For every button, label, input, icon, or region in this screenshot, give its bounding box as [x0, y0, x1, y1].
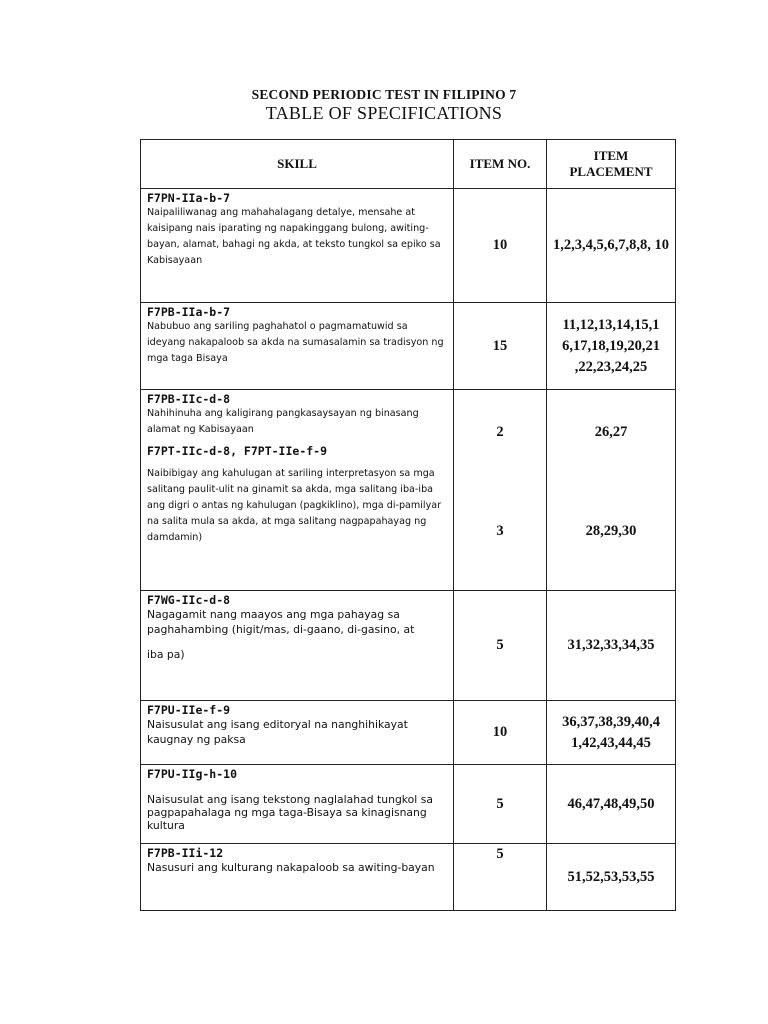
skill-column-header: SKILL [141, 140, 454, 189]
table-title: TABLE OF SPECIFICATIONS [265, 103, 503, 123]
item-no-cell [454, 390, 547, 591]
competency-code: F7PB-IIi-12 [147, 846, 224, 860]
competency-description: Naisusulat ang isang tekstong naglalahad tungkol sa pagpapahalaga ng mga taga-Bisaya sa kinagisnang kultura [147, 793, 433, 832]
test-title: SECOND PERIODIC TEST IN FILIPINO 7 [251, 87, 517, 102]
item-placement-header-line2: PLACEMENT [569, 164, 653, 179]
skill-cell [141, 591, 454, 701]
table-header-row [141, 140, 676, 189]
table-row [141, 765, 676, 844]
item-placement-cell: 31,32,33,34,35 [547, 591, 676, 701]
item-no-cell: 15 [454, 303, 547, 390]
item-placement-cell [547, 390, 676, 591]
table-row [141, 591, 676, 701]
item-placement-cell: 46,47,48,49,50 [547, 765, 676, 844]
competency-description: Naisusulat ang isang editoryal na nanghihikayat kaugnay ng paksa [147, 718, 408, 746]
competency-code: F7PU-IIe-f-9 [147, 703, 231, 717]
table-row [141, 303, 676, 390]
item-no-cell: 5 [454, 591, 547, 701]
competency-code: F7PB-IIa-b-7 [147, 305, 231, 319]
competency-code: F7WG-IIc-d-8 [147, 593, 231, 607]
item-placement-cell: 51,52,53,53,55 [547, 844, 676, 911]
item-no-value: 2 [496, 424, 504, 440]
competency-code: F7PU-IIg-h-10 [147, 767, 238, 781]
skill-cell [141, 765, 454, 844]
item-no-cell: 10 [454, 701, 547, 765]
competency-code-secondary: F7PT-IIc-d-8, F7PT-IIe-f-9 [147, 444, 328, 458]
competency-description: Nasusuri ang kulturang nakapaloob sa awiting-bayan [147, 861, 435, 874]
competency-description: Nabubuo ang sariling paghahatol o pagmamatuwid sa ideyang nakapaloob sa akda na sumasalamin sa tradisyon ng mga taga Bisaya [147, 321, 444, 364]
item-no-column-header: ITEM NO. [454, 140, 547, 189]
competency-description: Nagagamit nang maayos ang mga pahayag sa paghahambing (higit/mas, di-gaano, di-gasino, at [147, 608, 415, 636]
item-placement-column-header [547, 140, 676, 189]
item-placement-cell: 36,37,38,39,40,4 1,42,43,44,45 [547, 701, 676, 765]
specifications-table [140, 139, 676, 911]
item-placement-value: 26,27 [594, 424, 628, 440]
competency-code: F7PN-IIa-b-7 [147, 191, 231, 205]
item-placement-cell: 1,2,3,4,5,6,7,8,8, 10 [547, 189, 676, 303]
table-row [141, 390, 676, 591]
competency-description: Naipaliliwanag ang mahahalagang detalye, mensahe at kaisipang nais iparating ng napakinggang bulong, awiting-bayan, alamat, bahagi ng akda, at teksto tungkol sa epiko sa Kabisayaan [147, 207, 441, 266]
table-row [141, 844, 676, 911]
table-row [141, 189, 676, 303]
item-placement-value-secondary: 28,29,30 [585, 523, 637, 539]
table-row [141, 701, 676, 765]
item-placement-cell: 11,12,13,14,15,1 6,17,18,19,20,21 ,22,23,24,25 [547, 303, 676, 390]
item-no-cell [454, 844, 547, 911]
item-no-cell: 5 [454, 765, 547, 844]
skill-cell [141, 303, 454, 390]
skill-cell [141, 844, 454, 911]
item-no-value: 5 [496, 846, 504, 862]
competency-description-secondary: Naibibigay ang kahulugan at sariling interpretasyon sa mga salitang paulit-ulit na ginamit sa akda, mga salitang iba-iba ang digri o antas ng kahulugan (pagkiklino), mga di-pamilyar na salita mula sa akda, at mga salitang nagpapahayag ng damdamin) [147, 468, 442, 543]
competency-description-continued: iba pa) [147, 648, 185, 661]
item-placement-header-line1: ITEM [593, 148, 629, 163]
skill-cell [141, 189, 454, 303]
item-no-value-secondary: 3 [496, 523, 504, 539]
item-no-cell: 10 [454, 189, 547, 303]
competency-code: F7PB-IIc-d-8 [147, 392, 231, 406]
skill-cell [141, 390, 454, 591]
skill-cell [141, 701, 454, 765]
competency-description: Nahihinuha ang kaligirang pangkasaysayan ng binasang alamat ng Kabisayaan [147, 408, 419, 435]
